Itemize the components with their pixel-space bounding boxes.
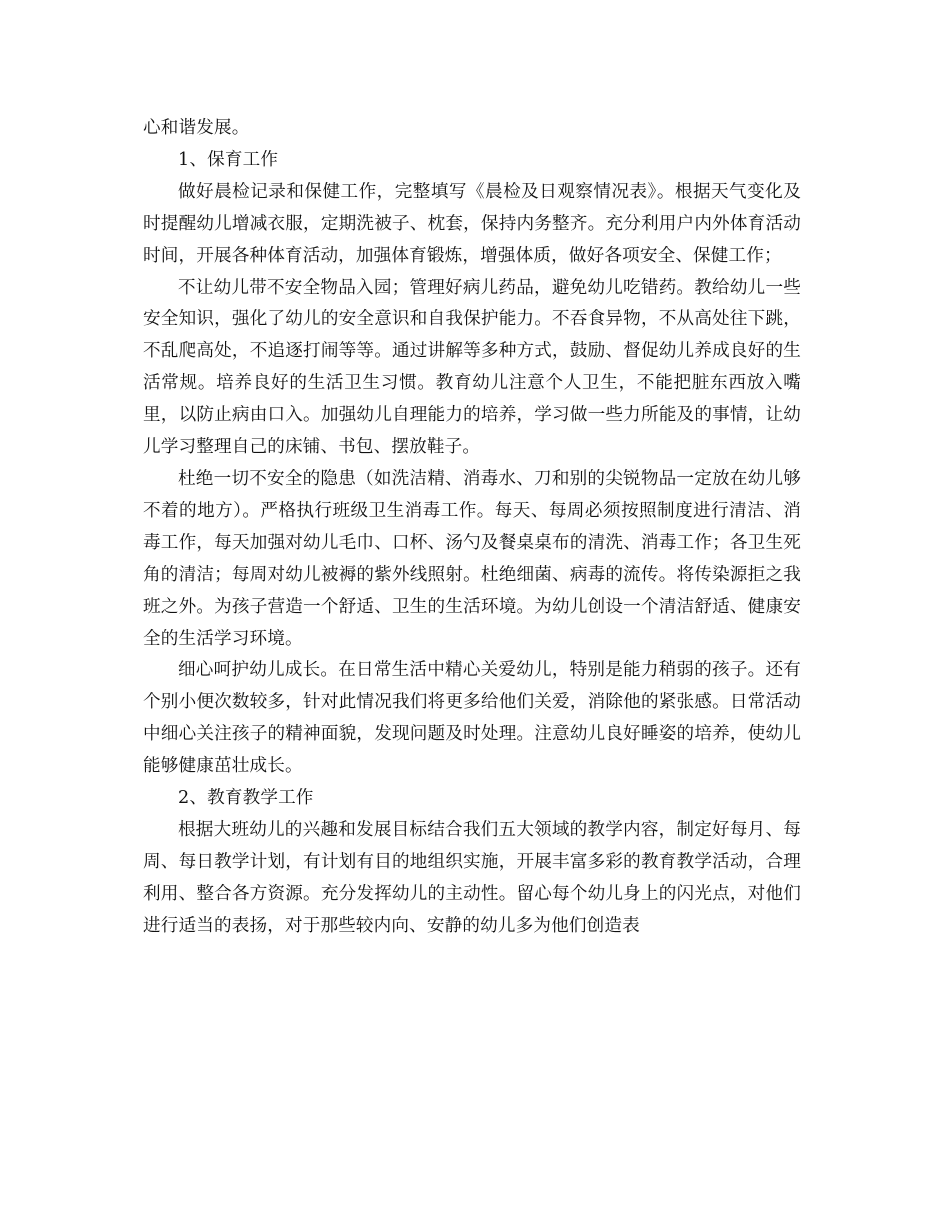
section-heading-teaching: 2、教育教学工作 [178,788,314,809]
paragraph-hazard-prevention: 杜绝一切不安全的隐患（如洗洁精、消毒水、刀和别的尖锐物品一定放在幼儿够不着的地方）。严格执行班级卫生消毒工作。每天、每周必须按照制度进行清洁、消毒工作，每天加强对幼儿毛巾、口杯、汤勺及餐桌桌布的清洗、消毒工作；各卫生死角的清洁；每周对幼儿被褥的紫外线照射。杜绝细菌、病毒的流传。将传染源拒之我班之外。为孩子营造一个舒适、卫生的生活环境。为幼儿创设一个清洁舒适、健康安全的生活学习环境。 [143,468,801,649]
section-heading-care: 1、保育工作 [178,149,279,170]
paragraph-safety-items: 不让幼儿带不安全物品入园；管理好病儿药品，避免幼儿吃错药。教给幼儿一些安全知识，强化了幼儿的安全意识和自我保护能力。不吞食异物，不从高处往下跳，不乱爬高处，不追逐打闹等等。通过讲解等多种方式，鼓励、督促幼儿养成良好的生活常规。培养良好的生活卫生习惯。教育幼儿注意个人卫生，不能把脏东西放入嘴里，以防止病由口入。加强幼儿自理能力的培养，学习做一些力所能及的事情，让幼儿学习整理自己的床铺、书包、摆放鞋子。 [143,277,801,458]
paragraph-teaching-plan: 根据大班幼儿的兴趣和发展目标结合我们五大领域的教学内容，制定好每月、每周、每日教学计划，有计划有目的地组织实施，开展丰富多彩的教育教学活动，合理利用、整合各方资源。充分发挥幼儿的主动性。留心每个幼儿身上的闪光点，对他们进行适当的表扬，对于那些较内向、安静的幼儿多为他们创造表 [143,819,801,936]
paragraph-morning-check: 做好晨检记录和保健工作，完整填写《晨检及日观察情况表》。根据天气变化及时提醒幼儿增减衣服，定期洗被子、枕套，保持内务整齐。充分利用户内外体育活动时间，开展各种体育活动，加强体育锻炼，增强体质，做好各项安全、保健工作； [143,181,801,266]
paragraph-continuation: 心和谐发展。 [143,118,250,138]
paragraph-child-care: 细心呵护幼儿成长。在日常生活中精心关爱幼儿，特别是能力稍弱的孩子。还有个别小便次数较多，针对此情况我们将更多给他们关爱，消除他的紧张感。日常活动中细心关注孩子的精神面貌，发现问题及时处理。注意幼儿良好睡姿的培养，使幼儿能够健康茁壮成长。 [143,660,801,777]
document-body [143,113,801,943]
